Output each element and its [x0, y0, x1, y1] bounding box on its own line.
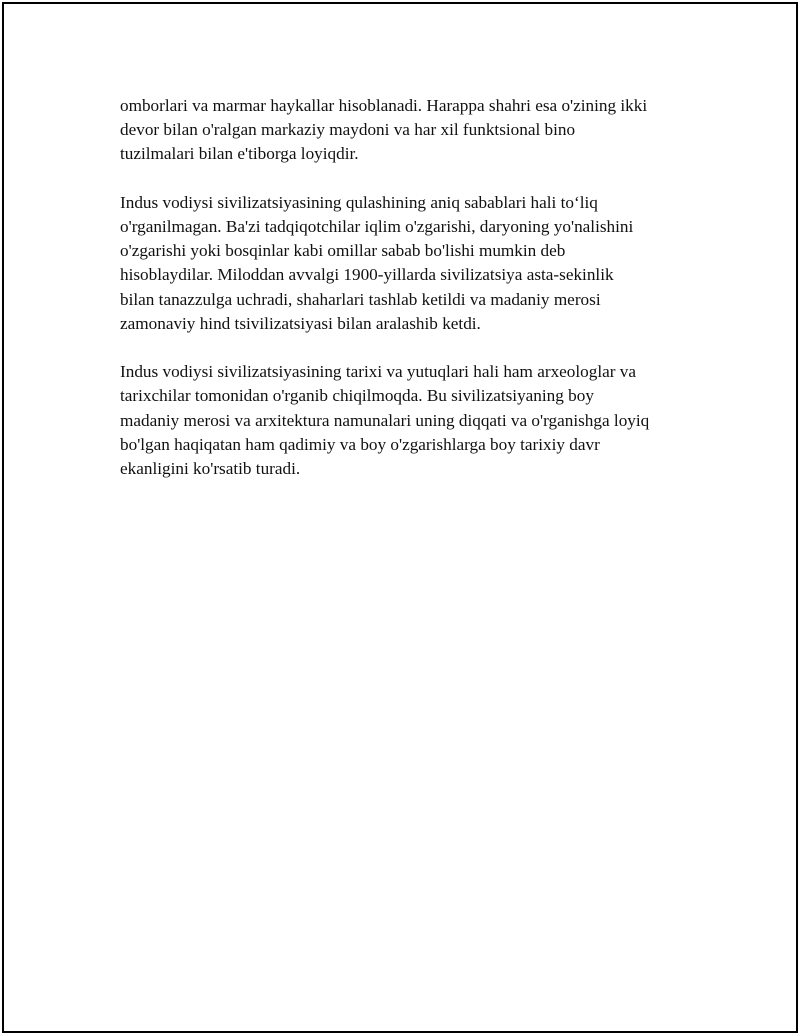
text-line: bo'lgan haqiqatan ham qadimiy va boy o'zgarishlarga boy tarixiy davr: [120, 434, 600, 454]
text-line: tuzilmalari bilan e'tiborga loyiqdir.: [120, 144, 359, 164]
paragraph-2: [120, 191, 710, 336]
text-line: Indus vodiysi sivilizatsiyasining tarixi va yutuqlari hali ham arxeologlar va: [120, 362, 636, 382]
text-line: zamonaviy hind tsivilizatsiyasi bilan aralashib ketdi.: [120, 313, 481, 333]
document-page: [2, 2, 798, 1033]
document-body: [120, 94, 710, 505]
text-line: omborlari va marmar haykallar hisoblanadi. Harappa shahri esa o'zining ikki: [120, 96, 648, 115]
text-line: Indus vodiysi sivilizatsiyasining qulashining aniq sabablari hali to‘liq: [120, 192, 598, 212]
paragraph-3: [120, 360, 710, 481]
text-line: hisoblaydilar. Miloddan avvalgi 1900-yillarda sivilizatsiya asta-sekinlik: [120, 265, 614, 285]
paragraph-1: [120, 94, 710, 167]
text-line: madaniy merosi va arxitektura namunalari uning diqqati va o'rganishga loyiq: [120, 410, 650, 430]
text-line: o'rganilmagan. Ba'zi tadqiqotchilar iqlim o'zgarishi, daryoning yo'nalishini: [120, 217, 634, 236]
text-line: ekanligini ko'rsatib turadi.: [120, 459, 301, 479]
text-line: tarixchilar tomonidan o'rganib chiqilmoqda. Bu sivilizatsiyaning boy: [120, 386, 594, 406]
text-line: o'zgarishi yoki bosqinlar kabi omillar sabab bo'lishi mumkin deb: [120, 241, 566, 261]
text-line: devor bilan o'ralgan markaziy maydoni va har xil funktsional bino: [120, 120, 576, 140]
text-line: bilan tanazzulga uchradi, shaharlari tashlab ketildi va madaniy merosi: [120, 289, 601, 309]
